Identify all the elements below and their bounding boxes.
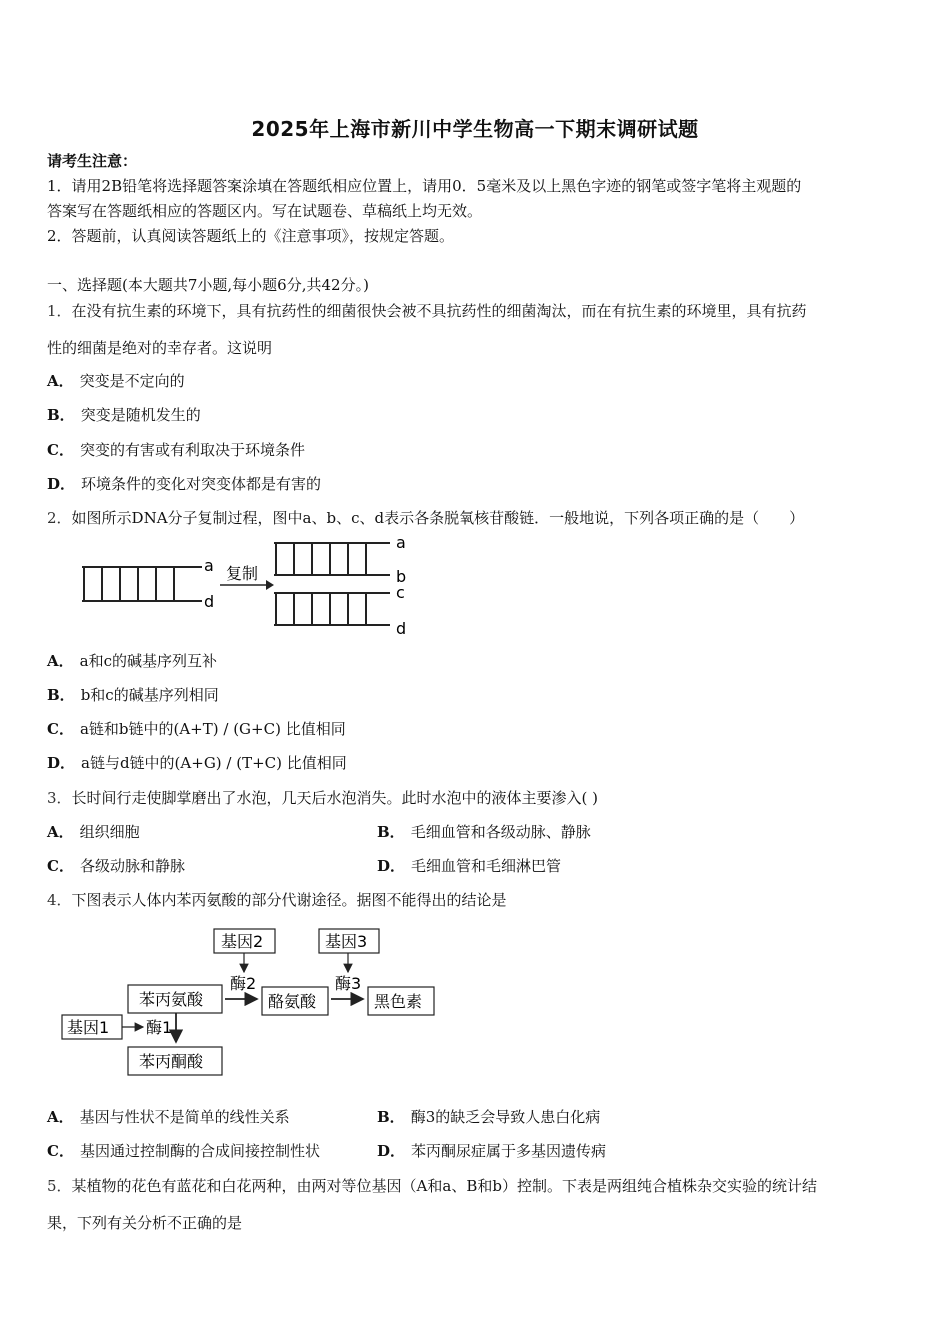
label-c-right: c <box>396 583 405 602</box>
question-text: 在没有抗生素的环境下，具有抗药性的细菌很快会被不具抗药性的细菌淘汰，而在有抗生素的环境里，具有抗药 <box>71 302 807 320</box>
option-3c: C． 各级动脉和静脉 <box>47 857 185 875</box>
svg-text:苯丙氨酸: 苯丙氨酸 <box>139 990 204 1009</box>
option-1a: A． 突变是不定向的 <box>47 372 185 390</box>
phenylalanine-box <box>128 985 222 1013</box>
question-text: 某植物的花色有蓝花和白花两种，由两对等位基因（A和a、B和b）控制。下表是两组纯合植株杂交实验的统计结 <box>71 1177 817 1195</box>
question-text: 下图表示人体内苯丙氨酸的部分代谢途径。据图不能得出的结论是 <box>71 891 507 909</box>
dna-replication-figure <box>80 535 420 640</box>
svg-text:酪氨酸: 酪氨酸 <box>268 992 317 1011</box>
option-2b: B． b和c的碱基序列相同 <box>47 686 219 704</box>
label-d-left: d <box>204 592 215 611</box>
svg-text:基因3: 基因3 <box>325 932 368 951</box>
question-text: 如图所示DNA分子复制过程，图中a、b、c、d表示各条脱氧核苷酸链．一般地说，下列各项正确的是（ ） <box>71 509 805 527</box>
question-5-stem-cont: 果，下列有关分析不正确的是 <box>47 1214 243 1232</box>
option-4b: B． 酶3的缺乏会导致人患白化病 <box>377 1108 601 1126</box>
label-d-right: d <box>396 619 407 638</box>
question-number: 5． <box>47 1177 72 1195</box>
question-4-stem <box>47 889 507 911</box>
notice-item-2: 2．答题前，认真阅读答题纸上的《注意事项》，按规定答题。 <box>47 227 455 245</box>
gene3-box <box>319 929 379 953</box>
question-number: 3． <box>47 789 72 807</box>
option-3b: B． 毛细血管和各级动脉、静脉 <box>377 823 591 841</box>
enzyme3-label: 酶3 <box>335 974 362 993</box>
enzyme2-label: 酶2 <box>230 974 257 993</box>
question-text: 长时间行走使脚掌磨出了水泡，几天后水泡消失。此时水泡中的液体主要渗入( ) <box>71 789 599 807</box>
question-number: 2． <box>47 509 72 527</box>
enzyme1-label: 酶1 <box>146 1018 173 1037</box>
parent-dna <box>82 567 202 601</box>
notice-item-1b: 答案写在答题纸相应的答题区内。写在试题卷、草稿纸上均无效。 <box>47 202 483 220</box>
page-title: 2025年上海市新川中学生物高一下期末调研试题 <box>251 117 699 141</box>
option-2a: A． a和c的碱基序列互补 <box>47 652 217 670</box>
option-3a: A． 组织细胞 <box>47 823 140 841</box>
svg-text:基因1: 基因1 <box>67 1018 110 1037</box>
question-1-stem-cont: 性的细菌是绝对的幸存者。这说明 <box>47 339 273 357</box>
label-a-right: a <box>396 535 406 552</box>
svg-text:黑色素: 黑色素 <box>374 992 423 1011</box>
option-1b: B． 突变是随机发生的 <box>47 406 201 424</box>
label-b-right: b <box>396 567 407 586</box>
replication-label: 复制 <box>226 564 259 583</box>
question-number: 4． <box>47 891 72 909</box>
metabolism-pathway-figure <box>58 925 443 1080</box>
notice-item-1a: 1．请用2B铅笔将选择题答案涂填在答题纸相应位置上，请用0．5毫米及以上黑色字迹的钢笔或签字笔将主观题的 <box>47 177 802 195</box>
daughter-dna-2 <box>274 593 390 625</box>
option-1c: C． 突变的有害或有利取决于环境条件 <box>47 441 305 459</box>
option-4d: D． 苯丙酮尿症属于多基因遗传病 <box>377 1142 607 1160</box>
question-1-stem <box>47 300 807 322</box>
section-heading: 一、选择题(本大题共7小题,每小题6分,共42分。) <box>47 276 369 294</box>
daughter-dna-1 <box>274 543 390 575</box>
option-2d: D． a链与d链中的(A+G) / (T+C) 比值相同 <box>47 754 347 772</box>
notice-heading: 请考生注意： <box>47 152 138 170</box>
gene2-box <box>214 929 275 953</box>
option-1d: D． 环境条件的变化对突变体都是有害的 <box>47 475 322 493</box>
option-4a: A． 基因与性状不是简单的线性关系 <box>47 1108 290 1126</box>
label-a-left: a <box>204 556 214 575</box>
svg-text:基因2: 基因2 <box>221 932 264 951</box>
option-2c: C． a链和b链中的(A+T) / (G+C) 比值相同 <box>47 720 346 738</box>
gene1-box <box>62 1015 122 1039</box>
melanin-box <box>368 987 434 1015</box>
tyrosine-box <box>262 987 328 1015</box>
option-3d: D． 毛细血管和毛细淋巴管 <box>377 857 562 875</box>
option-4c: C． 基因通过控制酶的合成间接控制性状 <box>47 1142 320 1160</box>
question-2-stem <box>47 507 804 529</box>
question-3-stem <box>47 787 598 809</box>
question-5-stem <box>47 1175 817 1197</box>
phenylpyruvic-box <box>128 1047 222 1075</box>
svg-text:苯丙酮酸: 苯丙酮酸 <box>139 1052 204 1071</box>
question-number: 1． <box>47 302 72 320</box>
